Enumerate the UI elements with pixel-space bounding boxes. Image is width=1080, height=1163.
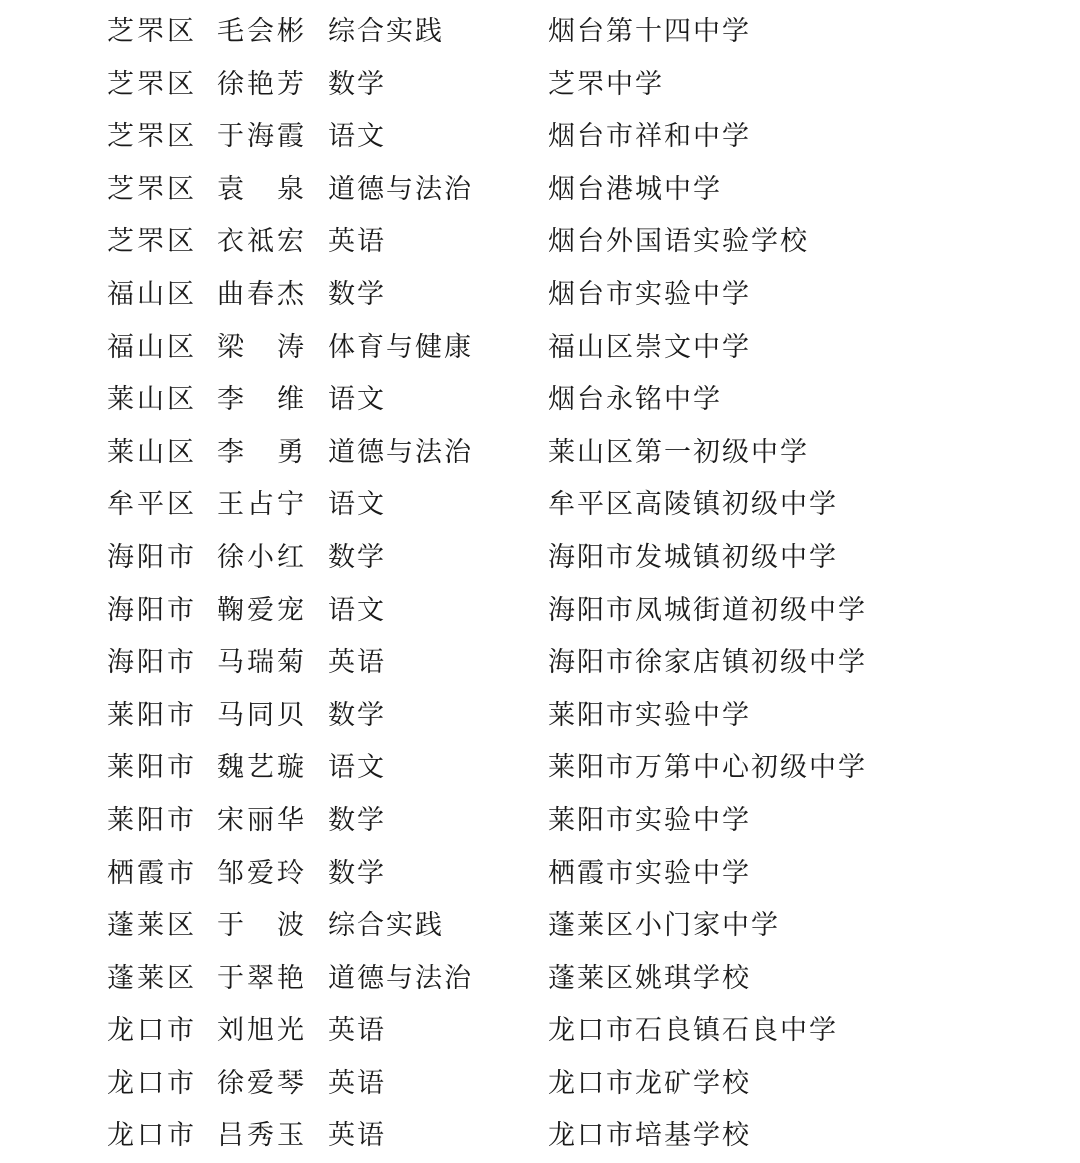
subject-cell: 道德与法治 [328,436,473,468]
subject-cell: 语文 [328,489,386,521]
teacher-name-cell: 曲春杰 [217,278,307,310]
table-row [0,532,1080,585]
school-cell: 龙口市龙矿学校 [548,1067,751,1099]
table-row [0,427,1080,480]
school-cell: 烟台市实验中学 [548,278,751,310]
subject-cell: 数学 [328,278,386,310]
district-cell: 莱山区 [107,384,197,416]
school-cell: 海阳市徐家店镇初级中学 [548,647,867,679]
table-row [0,479,1080,532]
teacher-name-cell: 鞠爱宠 [217,594,307,626]
subject-cell: 语文 [328,594,386,626]
district-cell: 芝罘区 [107,173,197,205]
subject-cell: 数学 [328,857,386,889]
table-row [0,690,1080,743]
school-cell: 烟台外国语实验学校 [548,226,809,258]
subject-cell: 英语 [328,1067,386,1099]
teacher-name-cell: 吕秀玉 [217,1120,307,1152]
teacher-name-cell: 李 维 [217,384,307,416]
table-row [0,637,1080,690]
subject-cell: 语文 [328,384,386,416]
school-cell: 莱阳市万第中心初级中学 [548,752,867,784]
subject-cell: 道德与法治 [328,173,473,205]
district-cell: 芝罘区 [107,226,197,258]
teacher-name-cell: 马瑞菊 [217,647,307,679]
table-row [0,1005,1080,1058]
table-row [0,742,1080,795]
table-row [0,585,1080,638]
subject-cell: 英语 [328,647,386,679]
district-cell: 海阳市 [107,647,197,679]
subject-cell: 数学 [328,804,386,836]
table-row [0,1058,1080,1111]
table-row [0,269,1080,322]
school-cell: 蓬莱区小门家中学 [548,910,780,942]
school-cell: 龙口市石良镇石良中学 [548,1015,838,1047]
school-cell: 芝罘中学 [548,68,664,100]
teacher-name-cell: 邹爱玲 [217,857,307,889]
table-row [0,953,1080,1006]
school-cell: 牟平区高陵镇初级中学 [548,489,838,521]
subject-cell: 数学 [328,699,386,731]
district-cell: 芝罘区 [107,68,197,100]
subject-cell: 英语 [328,1120,386,1152]
school-cell: 烟台第十四中学 [548,16,751,47]
district-cell: 莱山区 [107,436,197,468]
district-cell: 蓬莱区 [107,910,197,942]
district-cell: 莱阳市 [107,804,197,836]
district-cell: 海阳市 [107,594,197,626]
teacher-name-cell: 梁 涛 [217,331,307,363]
teacher-name-cell: 王占宁 [217,489,307,521]
district-cell: 莱阳市 [107,752,197,784]
table-row [0,795,1080,848]
table-row [0,1110,1080,1163]
district-cell: 牟平区 [107,489,197,521]
table-row [0,164,1080,217]
school-cell: 烟台永铭中学 [548,384,722,416]
school-cell: 莱山区第一初级中学 [548,436,809,468]
table-row [0,59,1080,112]
subject-cell: 数学 [328,68,386,100]
table-row [0,848,1080,901]
school-cell: 栖霞市实验中学 [548,857,751,889]
school-cell: 莱阳市实验中学 [548,804,751,836]
teacher-name-cell: 魏艺璇 [217,752,307,784]
subject-cell: 综合实践 [328,910,444,942]
teacher-name-cell: 于海霞 [217,121,307,153]
teacher-name-cell: 徐爱琴 [217,1067,307,1099]
district-cell: 龙口市 [107,1015,197,1047]
teacher-name-cell: 刘旭光 [217,1015,307,1047]
subject-cell: 英语 [328,1015,386,1047]
district-cell: 芝罘区 [107,121,197,153]
subject-cell: 道德与法治 [328,962,473,994]
district-cell: 福山区 [107,278,197,310]
school-cell: 烟台市祥和中学 [548,121,751,153]
teacher-list [0,6,1080,1163]
teacher-name-cell: 毛会彬 [217,16,307,47]
subject-cell: 体育与健康 [328,331,473,363]
school-cell: 福山区崇文中学 [548,331,751,363]
teacher-name-cell: 徐小红 [217,541,307,573]
district-cell: 芝罘区 [107,16,197,47]
table-row [0,6,1080,59]
district-cell: 龙口市 [107,1120,197,1152]
school-cell: 海阳市凤城街道初级中学 [548,594,867,626]
district-cell: 海阳市 [107,541,197,573]
table-row [0,111,1080,164]
school-cell: 蓬莱区姚琪学校 [548,962,751,994]
subject-cell: 语文 [328,121,386,153]
subject-cell: 综合实践 [328,16,444,47]
table-row [0,374,1080,427]
school-cell: 烟台港城中学 [548,173,722,205]
table-row [0,216,1080,269]
teacher-name-cell: 衣祗宏 [217,226,307,258]
district-cell: 栖霞市 [107,857,197,889]
teacher-name-cell: 宋丽华 [217,804,307,836]
subject-cell: 语文 [328,752,386,784]
teacher-name-cell: 马同贝 [217,699,307,731]
district-cell: 莱阳市 [107,699,197,731]
school-cell: 海阳市发城镇初级中学 [548,541,838,573]
teacher-name-cell: 于翠艳 [217,962,307,994]
school-cell: 莱阳市实验中学 [548,699,751,731]
school-cell: 龙口市培基学校 [548,1120,751,1152]
subject-cell: 数学 [328,541,386,573]
district-cell: 蓬莱区 [107,962,197,994]
teacher-name-cell: 李 勇 [217,436,307,468]
table-row [0,900,1080,953]
table-row [0,322,1080,375]
teacher-name-cell: 徐艳芳 [217,68,307,100]
teacher-name-cell: 袁 泉 [217,173,307,205]
district-cell: 龙口市 [107,1067,197,1099]
subject-cell: 英语 [328,226,386,258]
district-cell: 福山区 [107,331,197,363]
teacher-name-cell: 于 波 [217,910,307,942]
